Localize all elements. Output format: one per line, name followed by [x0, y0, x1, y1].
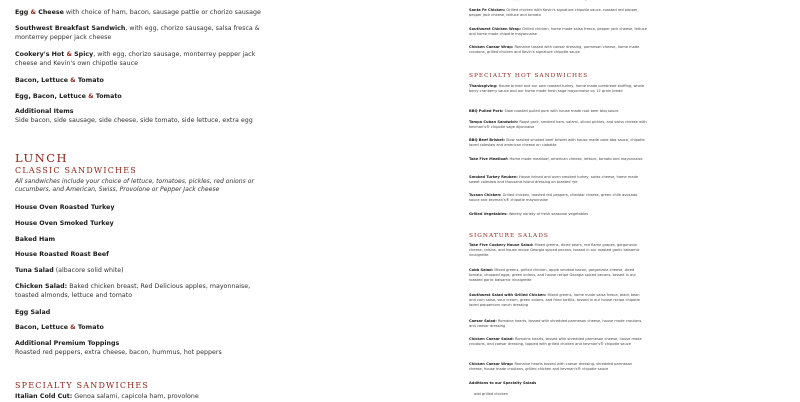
menu-item [469, 175, 647, 185]
ampersand: & [88, 93, 94, 100]
item-name: Chicken Caesar Wrap: [469, 45, 514, 49]
menu-item [469, 8, 647, 18]
menu-item [469, 138, 647, 148]
item-name: Santa Fe Chicken: [469, 8, 506, 12]
item-name: House Oven Roasted Turkey [15, 204, 115, 211]
lunch-heading: LUNCH [15, 151, 69, 165]
item-desc: Romaine hearts, tossed with shredded parmesan cheese, house made croutons, and caesar dressing [469, 319, 643, 329]
item-name: Southwest Salad with Grilled Chicken: [469, 293, 547, 297]
item-name: Southwest Chicken Wrap: [469, 27, 521, 31]
item-name: Caesar Salad: [469, 319, 497, 323]
menu-item [15, 236, 267, 245]
menu-item [15, 25, 267, 42]
menu-item [15, 77, 267, 86]
item-name: Chicken Salad: [15, 283, 68, 290]
item-desc: Grilled chicken, roasted red peppers, cheddar cheese, green chile avocado sauce and kevman's® chipotle mayonnaise [469, 193, 638, 203]
menu-item [15, 51, 267, 68]
menu-item [469, 337, 647, 347]
item-name: Smoked Turkey Reuben: [469, 175, 518, 179]
ampersand: & [66, 51, 72, 58]
menu-item [469, 84, 647, 94]
item-desc: Genoa salami, capicola ham, provolone [72, 393, 199, 400]
addition-item [474, 392, 652, 397]
specialty-sandwiches-heading: SPECIALTY SANDWICHES [15, 381, 150, 390]
item-desc: , with egg, chorizo sausage, monterrey pepper jack cheese and Kevin's own chipotle sauce [15, 51, 256, 67]
item-name: House Roasted Roast Beef [15, 251, 109, 258]
additions-title: Additions to our Specialty Salads [469, 381, 537, 385]
item-desc: Mixed greens, home made salsa fresca, black bean and corn salsa, sour cream, green onions, and fried tortilla, tossed in our house recipe chipotle laced peppercorn ranch dressing [469, 293, 640, 308]
menu-item [469, 362, 647, 372]
item-desc: House brined and oven smoked turkey, swiss cheese, home made sweet coleslaw and thousand island dressing on toasted rye [469, 175, 639, 185]
menu-item [469, 120, 647, 130]
item-name: Cobb Salad: [469, 268, 494, 272]
menu-item [15, 93, 267, 102]
menu-item [469, 0, 647, 2]
menu-item [469, 243, 647, 258]
menu-item [469, 212, 647, 217]
item-desc: Roast pork, smoked ham, salami, sliced pickles, and swiss cheese with kevman's® chipotle sage dijonnaise [469, 120, 647, 130]
item-name: BBQ Pulled Pork: [469, 109, 504, 113]
menu-item [15, 204, 267, 213]
menu-item [469, 193, 647, 203]
additions-heading [469, 381, 647, 386]
item-desc: Roasted red peppers, extra cheese, bacon, hummus, hot peppers [15, 348, 222, 356]
item-desc: with choice of ham, bacon, sausage pattie or chorizo sausage [65, 9, 261, 16]
menu-item [15, 393, 267, 402]
item-desc: , with egg, chorizo sausage, salsa fresca & monterrey pepper jack cheese [15, 25, 260, 41]
ampersand: & [70, 77, 76, 84]
signature-salads-heading: SIGNATURE SALADS [469, 233, 549, 239]
item-desc: House brined and our own roasted turkey, home made combread stuffing, whole berry cranberry sauce and our home made fresh sage mayonnaise on 12 grain bread [469, 84, 645, 94]
addition-text: add grilled chicken [474, 392, 508, 396]
item-name: Egg Salad [15, 309, 51, 316]
item-name: Bacon, Lettuce & Tomato [15, 77, 104, 84]
item-desc: Weekly variety of fresh seasonal vegetables [507, 212, 589, 216]
item-name: Baked Ham [15, 236, 56, 243]
item-name: Egg, Bacon, Lettuce & Tomato [15, 93, 122, 100]
item-desc: Romaine hearts tossed with caesar dressing, shredded parmesan cheese, house made croutons, grilled chicken and kevman's® chipotle sauce [469, 362, 633, 372]
item-desc: Romaine tossed with caesar dressing, parmesan cheese, home made croutons, grilled chicken and Kevin's signature chipotle sauce [469, 45, 640, 55]
left-menu-column [0, 0, 276, 400]
menu-item [469, 319, 647, 329]
menu-item [15, 324, 267, 333]
item-name: Bacon, Lettuce & Tomato [15, 324, 104, 331]
item-name: Additional Items [15, 108, 74, 115]
item-desc: Mixed greens, diced pears, red flame grapes, gorgonzola cheese, raisins, and house recipe Georgia spiced pecans, tossed in our roasted garlic balsamic vinaigrette [469, 243, 640, 258]
item-desc: Grilled chicken, home made salsa fresca, pepper jack cheese, lettuce and home made chipotle mayonnaise [469, 27, 647, 37]
item-name: House Oven Smoked Turkey [15, 220, 114, 227]
menu-item [15, 340, 267, 357]
item-name: Thanksgiving: [469, 84, 498, 88]
item-desc: Side bacon, side sausage, side cheese, side tomato, side lettuce, extra egg [15, 116, 253, 124]
item-name: Cookery's Hot & Spicy [15, 51, 94, 58]
menu-item [15, 309, 267, 318]
specialty-hot-sandwiches-heading: SPECIALTY HOT SANDWICHES [469, 73, 589, 79]
item-desc: Grilled chicken with Kevin's signature chipotle sauce, roasted red pepper, pepper jack cheese, lettuce and tomato [469, 8, 639, 18]
item-name: Chicken Caesar Salad: [469, 337, 514, 341]
menu-item [15, 220, 267, 229]
menu-item [15, 9, 267, 18]
item-name: Take Five Cookery House Salad: [469, 243, 534, 247]
item-name: Tuna Salad [15, 267, 54, 274]
item-name: Grilled Vegetables: [469, 212, 508, 216]
menu-item [469, 293, 647, 308]
item-desc: (albacore solid white) [53, 267, 124, 274]
item-name: Chicken Caesar Wrap: [469, 362, 514, 366]
menu-item [15, 267, 267, 276]
item-desc: Mixed greens, grilled chicken, apple smoked bacon, gorgonzola cheese, diced tomato, chopped eggs, green onions, and house recipe Georgia spiced pecans, tossed in our roasted garlic balsamic vinaigrette [469, 268, 636, 283]
item-name: Additional Premium Toppings [15, 340, 120, 347]
item-name: Southwest Breakfast Sandwich [15, 25, 126, 32]
menu-item [469, 157, 647, 162]
menu-item [15, 251, 267, 260]
item-desc [469, 0, 587, 1]
item-desc: Romaine hearts, tossed with shredded parmesan cheese, house made croutons, and caesar dressing, topped with grilled chicken and kevman's® chipotle sauce [469, 337, 642, 347]
item-desc: Slow roasted pulled pork with house made root beer bbq sauce [503, 109, 619, 113]
menu-item [469, 268, 647, 283]
item-name: Italian Cold Cut: [15, 393, 73, 400]
item-desc: Slow roasted smoked beef brisket with house made coke bbq sauce, chipotle laced coleslaw and american cheese on ciabatta [469, 138, 645, 148]
ampersand: & [30, 9, 37, 16]
right-menu-column [462, 0, 800, 400]
item-name: Tampa Cuban Sandwich: [469, 120, 519, 124]
menu-item [469, 109, 647, 114]
item-name: Egg & Cheese [15, 9, 64, 16]
item-desc: Home made meatloaf, american cheese, lettuce, tomato and mayonnaise [508, 157, 643, 161]
ampersand: & [70, 324, 76, 331]
menu-item [15, 283, 267, 300]
menu-item [469, 27, 647, 37]
sandwich-intro: All sandwiches include your choice of lettuce, tomatoes, pickles, red onions or cucumbers, and American, Swiss, Provolone or Pepper Jack cheese [15, 178, 254, 194]
menu-item [469, 45, 647, 55]
classic-sandwiches-heading: CLASSIC SANDWICHES [15, 166, 137, 175]
item-name: Tucson Chicken: [469, 193, 502, 197]
item-name: Take Five Meatloaf: [469, 157, 509, 161]
item-desc: Baked chicken breast, Red Delicious apples, mayonnaise, toasted almonds, lettuce and tomato [15, 283, 251, 299]
item-name: BBQ Beef Brisket: [469, 138, 505, 142]
menu-item [15, 108, 267, 125]
